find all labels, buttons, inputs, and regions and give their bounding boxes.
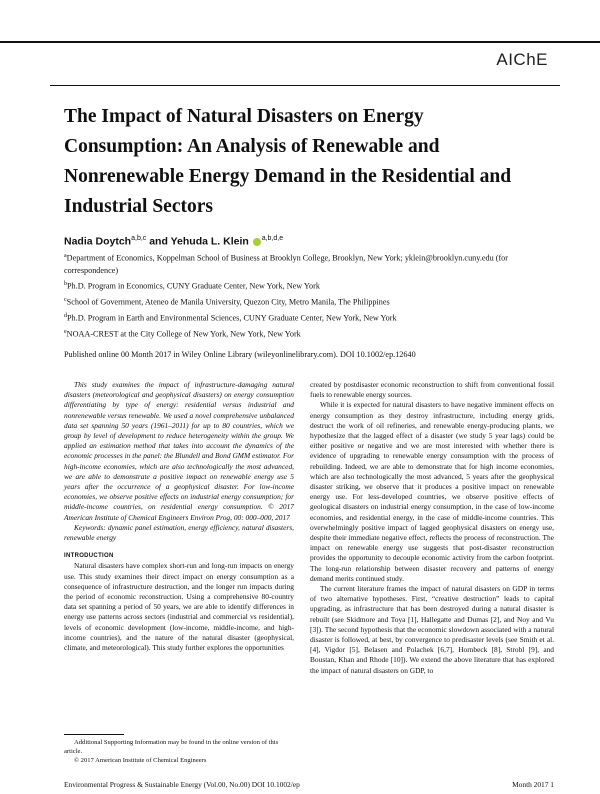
affiliation-text: Ph.D. Program in Economics, CUNY Graduate Center, New York, New York xyxy=(67,282,320,292)
paper-title: The Impact of Natural Disasters on Energy Consumption: An Analysis of Renewable and Nonrenewable Energy Demand in the Residential and Industrial Sectors xyxy=(64,106,512,217)
journal-logo: AIChE xyxy=(496,50,548,69)
author-line xyxy=(64,235,283,248)
affiliation-text: Department of Economics, Koppelman School of Business at Brooklyn College, Brooklyn, New York; yklein@brooklyn.cuny.edu (for correspondence) xyxy=(64,253,509,276)
affiliations xyxy=(64,250,550,342)
affiliation xyxy=(64,310,550,325)
affiliation-sup: b xyxy=(64,281,67,288)
footnote-rule xyxy=(64,734,124,735)
footer-journal: Environmental Progress & Sustainable Energy (Vol.00, No.00) DOI 10.1002/ep xyxy=(64,780,300,789)
left-column xyxy=(64,380,294,653)
intro-paragraph: Natural disasters have complex short-run and long-run impacts on energy use. This study examines their direct impact on energy consumption as a consequence of infrastructure destruction, and the longer run impacts during the period of economic reconstruction. Using a comprehensive 80-country data set spanning a period of 50 years, we are able to identify differences in energy use patterns across sectors (industrial and commercial vs residential), levels of economic development (low-income, middle-income, and high-income countries), and the nature of the natural disaster (geophysical, climate, and meteorological). This study further explores the opportunities xyxy=(64,561,294,653)
body-paragraph: The current literature frames the impact of natural disasters on GDP in terms of two alternative hypotheses. First, “creative destruction” leads to capital upgrading, as infrastructure that has been destroyed during a natural disaster is rebuilt (see Skidmore and Toya [1], Hallegatte and Dumas [2], and Noy and Vu [3]). The second hypothesis that the economic slowdown associated with a natural disaster is followed, at best, by convergence to predisaster levels (see Smith et al. [4], Vigdor [5], Belasen and Polachek [6,7], Hornbeck [8], Strobl [9], and Boustan, Khan and Rhode [10]). We extend the above literature that has explored the impact of natural disasters on GDP, to xyxy=(310,584,554,675)
author-1-affil: a,b,c xyxy=(131,235,147,242)
affiliation-text: School of Government, Ateneo de Manila University, Quezon City, Metro Manila, The Philippines xyxy=(66,298,390,308)
affiliation xyxy=(64,294,550,309)
affiliation xyxy=(64,250,550,277)
footnote-supporting-info: Additional Supporting Information may be found in the online version of this article. xyxy=(64,739,279,755)
affiliation-text: NOAA-CREST at the City College of New York, New York, New York xyxy=(66,330,301,340)
top-rule xyxy=(0,41,600,43)
author-1-name: Nadia Doytch xyxy=(64,235,132,248)
footnote-copyright: © 2017 American Institute of Chemical Engineers xyxy=(74,757,207,764)
right-column xyxy=(310,380,554,676)
orcid-icon[interactable] xyxy=(253,238,261,246)
header-rule xyxy=(50,85,560,86)
affiliation-sup: a xyxy=(64,253,67,259)
affiliation-text: Ph.D. Program in Earth and Environmental Sciences, CUNY Graduate Center, New York, New York xyxy=(67,314,397,324)
affiliation-sup: e xyxy=(64,329,67,336)
body-paragraph: While it is expected for natural disasters to have negative imminent effects on energy consumption as they destroy infrastructure, including energy grids, destruct the work of oil refineries, and renewable energy-producing plants, we hypothesize that the lagged effect of a disaster (we study 5 year lags) could be either positive or negative and we are most interested with whether there is evidence of upgrading to renewable energy consumption with the process of rebuilding. Indeed, we are able to demonstrate that for high income economies, which are also technologically the most advanced, 5 years after the geophysical disaster striking, we observe that it produces a positive impact on renewable energy use. For less-developed countries, we observe positive effects of geological disasters on industrial energy consumption, in the case of low-income economies, and residential energy, in the case of middle-income countries. This overwhelmingly positive impact of lagged geophysical disasters on energy use, despite their immediate negative effect, reflects the process of reconstruction. The impact on renewable energy use suggests that post-disaster reconstruction provides the opportunity to decouple economic activity from the carbon footprint. The long-run relationship between disaster recovery and patterns of energy demand merits continued study. xyxy=(310,400,554,583)
body-paragraph: created by postdisaster economic reconstruction to shift from conventional fossil fuels to renewable energy sources. xyxy=(310,380,554,400)
affiliation xyxy=(64,326,550,341)
publication-line: Published online 00 Month 2017 in Wiley Online Library (wileyonlinelibrary.com). DOI 10.1002/ep.12640 xyxy=(64,350,416,359)
author-2-name: Yehuda L. Klein xyxy=(170,235,249,248)
affiliation-sup: d xyxy=(64,313,67,320)
section-heading: INTRODUCTION xyxy=(64,553,114,560)
keywords: Keywords: dynamic panel estimation, energy efficiency, natural disasters, renewable energy xyxy=(64,522,294,543)
page-footer xyxy=(64,780,554,789)
footer-date-page: Month 2017 1 xyxy=(512,780,554,789)
author-2-affil: a,b,d,e xyxy=(261,235,284,242)
author-conjunction: and xyxy=(146,235,171,248)
footnote xyxy=(64,734,294,765)
affiliation-sup: c xyxy=(64,297,67,304)
affiliation xyxy=(64,278,550,293)
abstract: This study examines the impact of infrastructure-damaging natural disasters (meteorological and geophysical disasters) on energy consumption differentiating by type of energy: residential versus industrial and nonrenewable versus renewable. We used a novel comprehensive unbalanced data set spanning 50 years (1961–2011) for up to 80 countries, which we group by level of development to reduce heterogeneity within the group. We applied an estimation method that takes into account the dynamics of the economic processes in the panel: the Blundell and Bond GMM estimator. For high-income economies, which are also technologically the most advanced, we are able to demonstrate a positive impact on renewable energy use 5 years after the occurrence of a geophysical disaster. For low-income economies, we observe positive effects on industrial energy consumption; for middle-income countries, on residential energy consumption. © 2017 American Institute of Chemical Engineers Environ Prog, 00: 000–000, 2017 xyxy=(64,380,294,522)
